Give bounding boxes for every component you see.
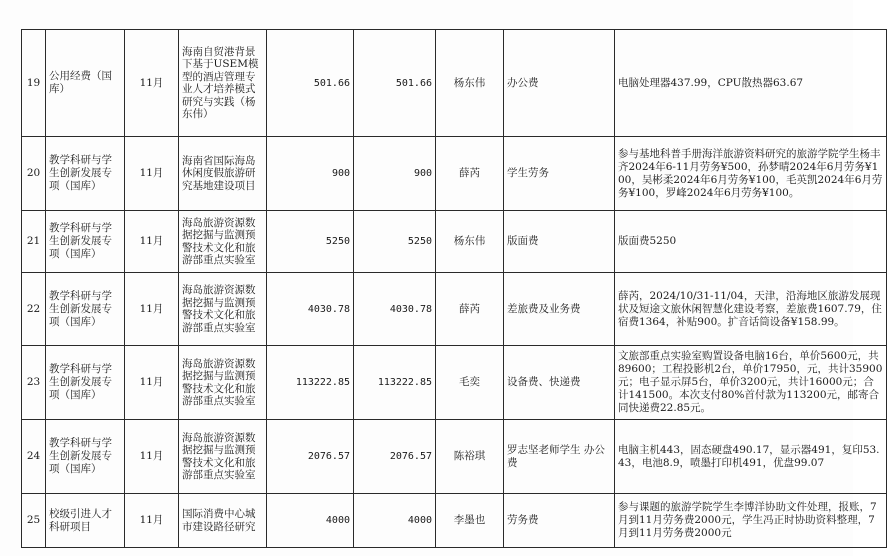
month: 11月 <box>125 137 179 211</box>
amount: 113222.85 <box>267 346 354 420</box>
person: 薛芮 <box>436 273 504 346</box>
person: 李墨也 <box>436 494 504 548</box>
row-number: 25 <box>22 494 46 548</box>
expense-note: 文旅部重点实验室购置设备电脑16台，单价5600元，共89600；工程投影机2台，单价17950，元，共计35900元；电子显示屏5台，单价3200元，共计16000元；合计141500。本次支付80%首付款为113200元，邮寄合同快递费22.85元。 <box>615 346 887 420</box>
table-row <box>22 494 887 548</box>
expense-ledger-table <box>21 29 887 548</box>
fund-source: 教学科研与学生创新发展专项（国库） <box>46 346 125 420</box>
expense-type: 劳务费 <box>504 494 615 548</box>
amount: 2076.57 <box>267 420 354 494</box>
fund-source: 公用经费（国库） <box>46 30 125 137</box>
row-number: 23 <box>22 346 46 420</box>
project-name: 海南省国际海岛休闲度假旅游研究基地建设项目 <box>179 137 267 211</box>
person: 毛奕 <box>436 346 504 420</box>
table-row <box>22 30 887 137</box>
expense-note: 参与课题的旅游学院学生李博洋协助文件处理，报账，7月到11月劳务费2000元，学生冯正时协助资料整理，7月到11月劳务费2000元 <box>615 494 887 548</box>
fund-source: 校级引进人才科研项目 <box>46 494 125 548</box>
table-row <box>22 346 887 420</box>
project-name: 海南自贸港背景下基于USEM模型的酒店管理专业人才培养模式研究与实践（杨东伟） <box>179 30 267 137</box>
month: 11月 <box>125 420 179 494</box>
person: 陈裕琪 <box>436 420 504 494</box>
person: 杨东伟 <box>436 211 504 273</box>
amount-paid: 4000 <box>354 494 436 548</box>
row-number: 21 <box>22 211 46 273</box>
amount-paid: 501.66 <box>354 30 436 137</box>
amount: 501.66 <box>267 30 354 137</box>
amount-paid: 113222.85 <box>354 346 436 420</box>
amount: 4000 <box>267 494 354 548</box>
fund-source: 教学科研与学生创新发展专项（国库） <box>46 420 125 494</box>
expense-note: 版面费5250 <box>615 211 887 273</box>
person: 薛芮 <box>436 137 504 211</box>
month: 11月 <box>125 494 179 548</box>
expense-note: 薛芮，2024/10/31-11/04，天津，沿海地区旅游发展现状及短途文旅休闲智慧化建设考察，差旅费1607.79，住宿费1364，补贴900。扩音话筒设备¥158.99。 <box>615 273 887 346</box>
month: 11月 <box>125 30 179 137</box>
row-number: 20 <box>22 137 46 211</box>
fund-source: 教学科研与学生创新发展专项（国库） <box>46 137 125 211</box>
expense-note: 电脑处理器437.99，CPU散热器63.67 <box>615 30 887 137</box>
table-row <box>22 137 887 211</box>
month: 11月 <box>125 273 179 346</box>
amount-paid: 2076.57 <box>354 420 436 494</box>
expense-type: 办公费 <box>504 30 615 137</box>
project-name: 国际消费中心城市建设路径研究 <box>179 494 267 548</box>
table-row <box>22 211 887 273</box>
expense-type: 版面费 <box>504 211 615 273</box>
project-name: 海岛旅游资源数据挖掘与监测预警技术文化和旅游部重点实验室 <box>179 420 267 494</box>
amount: 4030.78 <box>267 273 354 346</box>
amount-paid: 4030.78 <box>354 273 436 346</box>
amount: 900 <box>267 137 354 211</box>
expense-type: 设备费、快递费 <box>504 346 615 420</box>
fund-source: 教学科研与学生创新发展专项（国库） <box>46 211 125 273</box>
expense-note: 参与基地科普手册海洋旅游资料研究的旅游学院学生杨丰齐2024年6-11月劳务¥500，孙梦晴2024年6月劳务¥100，吴彬柔2024年6月劳务¥100，毛英凯2024年6月劳务¥100，罗峰2024年6月劳务¥100。 <box>615 137 887 211</box>
amount-paid: 5250 <box>354 211 436 273</box>
project-name: 海岛旅游资源数据挖掘与监测预警技术文化和旅游部重点实验室 <box>179 346 267 420</box>
row-number: 19 <box>22 30 46 137</box>
project-name: 海岛旅游资源数据挖掘与监测预警技术文化和旅游部重点实验室 <box>179 273 267 346</box>
row-number: 24 <box>22 420 46 494</box>
amount-paid: 900 <box>354 137 436 211</box>
fund-source: 教学科研与学生创新发展专项（国库） <box>46 273 125 346</box>
person: 杨东伟 <box>436 30 504 137</box>
month: 11月 <box>125 211 179 273</box>
expense-type: 学生劳务 <box>504 137 615 211</box>
project-name: 海岛旅游资源数据挖掘与监测预警技术文化和旅游部重点实验室 <box>179 211 267 273</box>
row-number: 22 <box>22 273 46 346</box>
month: 11月 <box>125 346 179 420</box>
expense-note: 电脑主机443，固态硬盘490.17，显示器491，复印53.43，电池8.9，喷墨打印机491，优盘99.07 <box>615 420 887 494</box>
expense-type: 罗志坚老师学生 办公费 <box>504 420 615 494</box>
table-row <box>22 273 887 346</box>
expense-type: 差旅费及业务费 <box>504 273 615 346</box>
amount: 5250 <box>267 211 354 273</box>
table-row <box>22 420 887 494</box>
